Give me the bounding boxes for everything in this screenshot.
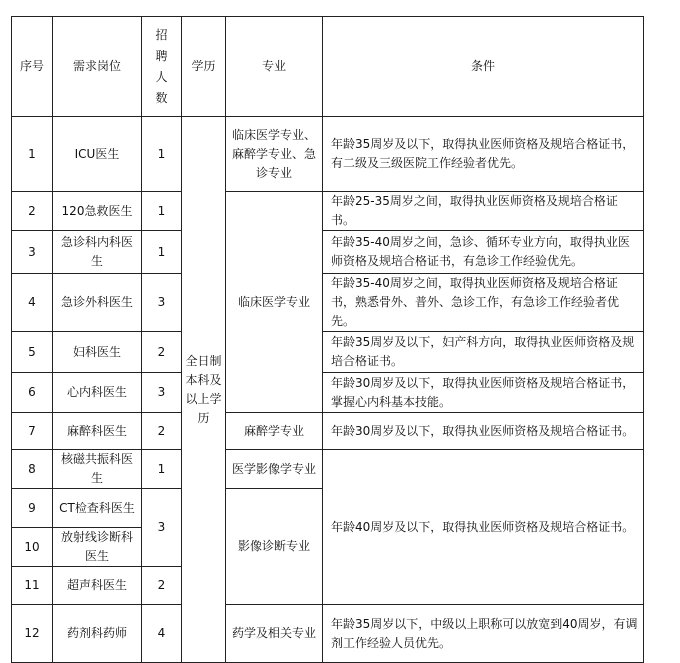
header-conditions: 条件	[323, 17, 644, 117]
row-conditions: 年龄35周岁及以下，妇产科方向，取得执业医师资格及规培合格证书。	[323, 332, 644, 373]
row-no: 7	[12, 413, 53, 450]
row-no: 12	[12, 605, 53, 663]
row-no: 8	[12, 450, 53, 489]
row-position: ICU医生	[53, 117, 142, 192]
header-count-char: 招	[155, 27, 168, 42]
row-no: 1	[12, 117, 53, 192]
row-count: 3	[142, 274, 182, 332]
row-no: 3	[12, 231, 53, 274]
row-position: 超声科医生	[53, 567, 142, 605]
row-position: 核磁共振科医生	[53, 450, 142, 489]
row-no: 10	[12, 528, 53, 567]
row-count: 1	[142, 231, 182, 274]
table-row	[12, 192, 644, 231]
education-cell: 全日制本科及以上学历	[182, 117, 226, 663]
row-no: 5	[12, 332, 53, 373]
row-count: 2	[142, 332, 182, 373]
row-major: 药学及相关专业	[226, 605, 323, 663]
row-conditions: 年龄30周岁及以下，取得执业医师资格及规培合格证书。	[323, 413, 644, 450]
header-count-char: 聘	[155, 48, 168, 63]
recruitment-table	[11, 16, 644, 663]
row-count: 1	[142, 117, 182, 192]
row-no: 4	[12, 274, 53, 332]
table-row	[12, 274, 644, 332]
header-position: 需求岗位	[53, 17, 142, 117]
row-major: 医学影像学专业	[226, 450, 323, 489]
row-position: 急诊科内科医生	[53, 231, 142, 274]
row-no: 6	[12, 373, 53, 413]
header-no: 序号	[12, 17, 53, 117]
row-no: 2	[12, 192, 53, 231]
table-row	[12, 332, 644, 373]
header-count-char: 人	[155, 69, 168, 84]
row-conditions: 年龄35-40周岁之间，取得执业医师资格及规培合格证书，熟悉骨外、普外、急诊工作，有急诊工作经验者优先。	[323, 274, 644, 332]
row-no: 9	[12, 489, 53, 528]
row-conditions: 年龄35周岁及以下，取得执业医师资格及规培合格证书，有二级及三级医院工作经验者优先。	[323, 117, 644, 192]
row-position: 放射线诊断科医生	[53, 528, 142, 567]
table-row	[12, 373, 644, 413]
row-conditions: 年龄30周岁及以下，取得执业医师资格及规培合格证书，掌握心内科基本技能。	[323, 373, 644, 413]
row-count: 2	[142, 567, 182, 605]
header-count	[142, 17, 182, 117]
header-row	[12, 17, 644, 117]
table-row	[12, 117, 644, 192]
row-count: 4	[142, 605, 182, 663]
row-conditions: 年龄25-35周岁之间，取得执业医师资格及规培合格证书。	[323, 192, 644, 231]
row-count: 3	[142, 489, 182, 567]
row-count: 1	[142, 450, 182, 489]
row-position: 心内科医生	[53, 373, 142, 413]
table-row	[12, 605, 644, 663]
row-major: 临床医学专业、麻醉学专业、急诊专业	[226, 117, 323, 192]
row-conditions: 年龄35-40周岁之间，急诊、循环专业方向，取得执业医师资格及规培合格证书，有急诊工作经验优先。	[323, 231, 644, 274]
row-count: 3	[142, 373, 182, 413]
row-position: CT检查科医生	[53, 489, 142, 528]
row-count: 2	[142, 413, 182, 450]
row-major: 麻醉学专业	[226, 413, 323, 450]
row-count: 1	[142, 192, 182, 231]
header-count-char: 数	[155, 90, 168, 105]
table-row	[12, 231, 644, 274]
row-position: 120急救医生	[53, 192, 142, 231]
row-major: 影像诊断专业	[226, 489, 323, 605]
table-row	[12, 413, 644, 450]
header-major: 专业	[226, 17, 323, 117]
row-position: 药剂科药师	[53, 605, 142, 663]
row-conditions: 年龄35周岁以下，中级以上职称可以放宽到40周岁，有调剂工作经验人员优先。	[323, 605, 644, 663]
row-position: 麻醉科医生	[53, 413, 142, 450]
row-position: 急诊外科医生	[53, 274, 142, 332]
row-conditions: 年龄40周岁及以下，取得执业医师资格及规培合格证书。	[323, 450, 644, 605]
header-education: 学历	[182, 17, 226, 117]
row-position: 妇科医生	[53, 332, 142, 373]
row-major: 临床医学专业	[226, 192, 323, 413]
table-row	[12, 450, 644, 489]
row-no: 11	[12, 567, 53, 605]
